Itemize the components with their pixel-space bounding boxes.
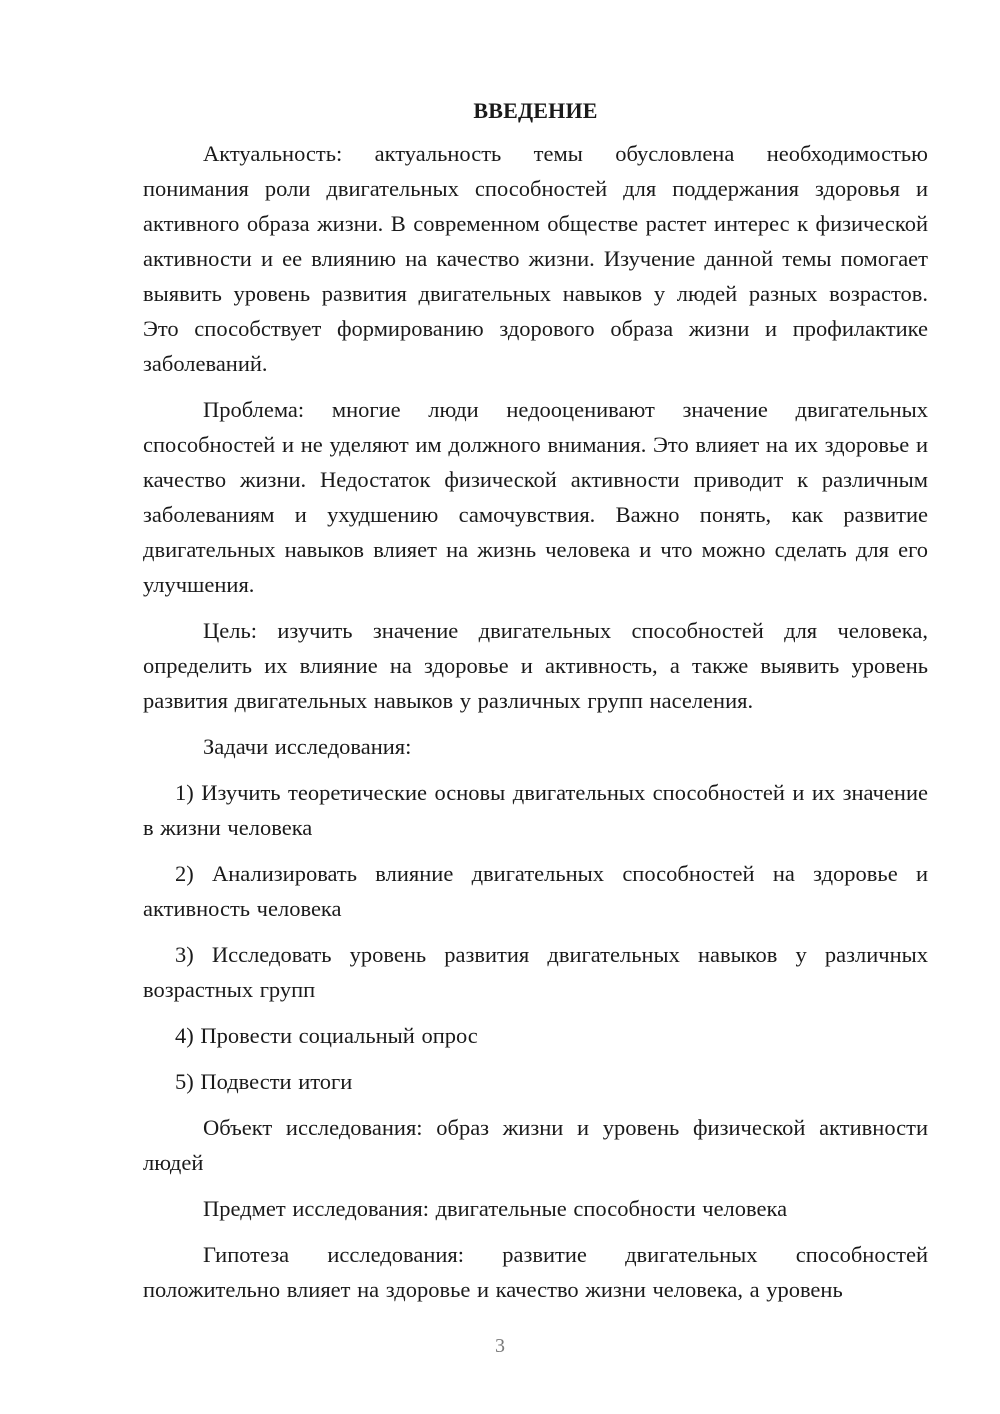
page-body [143, 96, 928, 1307]
paragraph-problem: Проблема: многие люди недооценивают значение двигательных способностей и не уделяют им должного внимания. Это влияет на их здоровье и качество жизни. Недостаток физической активности приводит к различным заболеваниям и ухудшению самочувствия. Важно понять, как развитие двигательных навыков влияет на жизнь человека и что можно сделать для его улучшения. [143, 397, 928, 597]
paragraph-hypothesis: Гипотеза исследования: развитие двигательных способностей положительно влияет на здоровье и качество жизни человека, а уровень [143, 1242, 928, 1302]
task-item-3: 3) Исследовать уровень развития двигательных навыков у различных возрастных групп [143, 942, 928, 1002]
paragraph-goal: Цель: изучить значение двигательных способностей для человека, определить их влияние на здоровье и активность, а также выявить уровень развития двигательных навыков у различных групп населения. [143, 618, 928, 713]
section-heading: ВВЕДЕНИЕ [473, 98, 598, 123]
paragraph-relevance: Актуальность: актуальность темы обусловлена необходимостью понимания роли двигательных способностей для поддержания здоровья и активного образа жизни. В современном обществе растет интерес к физической активности и ее влиянию на качество жизни. Изучение данной темы помогает выявить уровень развития двигательных навыков у людей разных возрастов. Это способствует формированию здорового образа жизни и профилактике заболеваний. [143, 141, 928, 376]
paragraph-subject: Предмет исследования: двигательные способности человека [203, 1196, 788, 1221]
paragraph-object: Объект исследования: образ жизни и уровень физической активности людей [143, 1115, 928, 1175]
task-item-2: 2) Анализировать влияние двигательных способностей на здоровье и активность человека [143, 861, 928, 921]
page-number: 3 [495, 1335, 505, 1357]
paragraph-tasks-heading: Задачи исследования: [203, 734, 412, 759]
task-item-1: 1) Изучить теоретические основы двигательных способностей и их значение в жизни человека [143, 780, 928, 840]
task-item-4: 4) Провести социальный опрос [175, 1023, 478, 1048]
task-item-5: 5) Подвести итоги [175, 1069, 353, 1094]
